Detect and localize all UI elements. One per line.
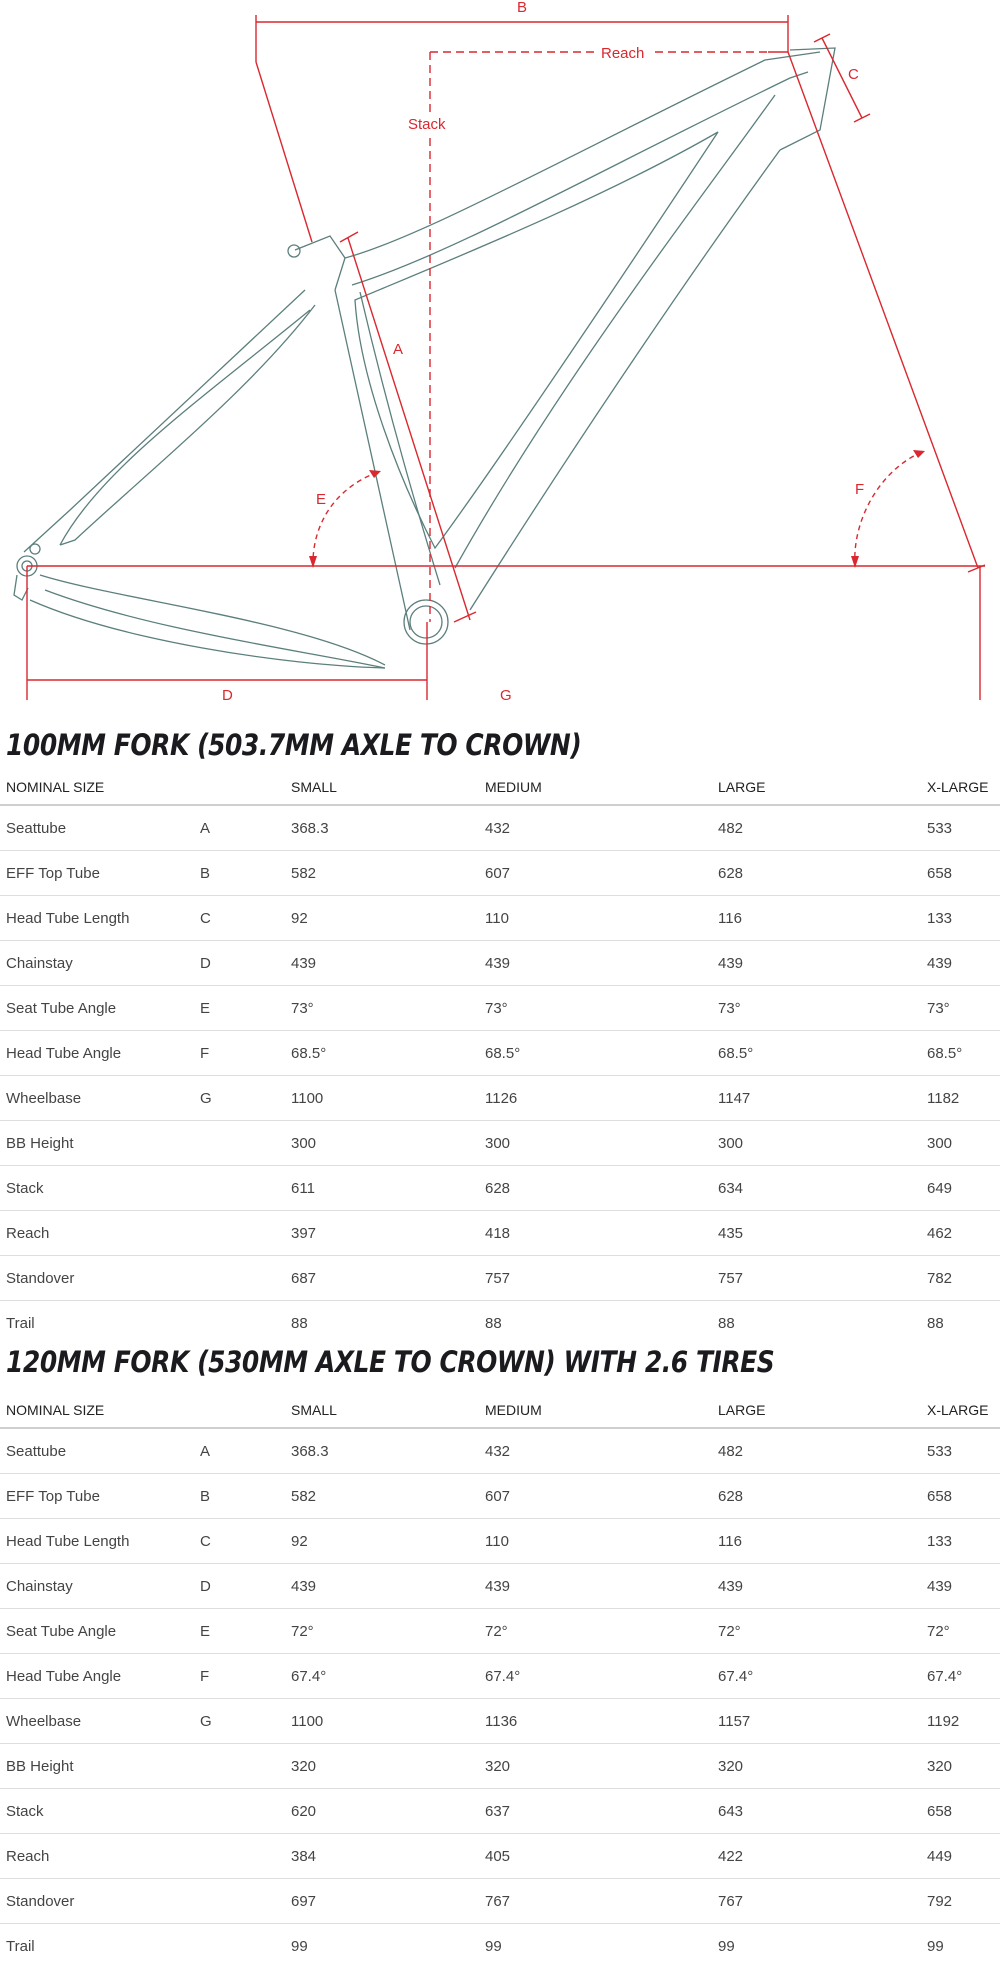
table-row: [0, 1924, 1000, 1968]
cell-large: 88: [712, 1301, 921, 1346]
cell-name: Stack: [0, 1789, 194, 1834]
cell-medium: 439: [479, 941, 712, 986]
cell-x-large: 533: [921, 1428, 1000, 1474]
table-row: [0, 941, 1000, 986]
dim-tick-c-top: [814, 34, 830, 42]
cell-medium: 767: [479, 1879, 712, 1924]
cell-name: Standover: [0, 1879, 194, 1924]
cell-code: G: [194, 1699, 285, 1744]
cell-code: F: [194, 1031, 285, 1076]
derailleur-hanger: [14, 575, 28, 600]
cell-medium: 300: [479, 1121, 712, 1166]
cell-code: A: [194, 1428, 285, 1474]
cell-name: Stack: [0, 1166, 194, 1211]
cell-medium: 67.4°: [479, 1654, 712, 1699]
cell-small: 92: [285, 896, 479, 941]
cell-large: 1157: [712, 1699, 921, 1744]
cell-medium: 607: [479, 851, 712, 896]
cell-large: 435: [712, 1211, 921, 1256]
cell-x-large: 300: [921, 1121, 1000, 1166]
cell-small: 99: [285, 1924, 479, 1968]
table-row: [0, 1428, 1000, 1474]
cell-small: 1100: [285, 1699, 479, 1744]
cell-x-large: 658: [921, 851, 1000, 896]
cell-large: 1147: [712, 1076, 921, 1121]
table-row: [0, 1879, 1000, 1924]
cell-code: C: [194, 1519, 285, 1564]
dim-arc-e: [313, 472, 378, 566]
cell-medium: 73°: [479, 986, 712, 1031]
cell-small: 611: [285, 1166, 479, 1211]
cell-code: E: [194, 986, 285, 1031]
cell-name: Standover: [0, 1256, 194, 1301]
table-row: [0, 1789, 1000, 1834]
cell-x-large: 133: [921, 1519, 1000, 1564]
label-g: G: [500, 687, 512, 704]
cell-large: 439: [712, 1564, 921, 1609]
header-nominal-size: NOMINAL SIZE: [0, 769, 194, 805]
cell-code: [194, 1121, 285, 1166]
cell-x-large: 782: [921, 1256, 1000, 1301]
dropout-bolt: [30, 544, 40, 554]
cell-x-large: 449: [921, 1834, 1000, 1879]
dimension-lines: [27, 15, 985, 700]
table-row: [0, 1256, 1000, 1301]
dim-tick-a-bottom: [454, 612, 476, 622]
table-body: [0, 805, 1000, 1345]
cell-x-large: 658: [921, 1474, 1000, 1519]
cell-x-large: 533: [921, 805, 1000, 851]
cell-small: 368.3: [285, 805, 479, 851]
cell-code: A: [194, 805, 285, 851]
cell-x-large: 72°: [921, 1609, 1000, 1654]
cell-large: 99: [712, 1924, 921, 1968]
header-code: [194, 1392, 285, 1428]
label-e: E: [316, 491, 326, 508]
dim-line-head-axis: [788, 52, 978, 568]
section-title-100mm: 100MM FORK (503.7MM AXLE TO CROWN): [6, 728, 581, 762]
cell-code: E: [194, 1609, 285, 1654]
table-row: [0, 1166, 1000, 1211]
cell-medium: 418: [479, 1211, 712, 1256]
cell-large: 320: [712, 1744, 921, 1789]
cell-x-large: 133: [921, 896, 1000, 941]
cell-code: F: [194, 1654, 285, 1699]
cell-medium: 68.5°: [479, 1031, 712, 1076]
cell-medium: 110: [479, 896, 712, 941]
cell-medium: 405: [479, 1834, 712, 1879]
cell-code: [194, 1211, 285, 1256]
table-row: [0, 1031, 1000, 1076]
cell-name: Wheelbase: [0, 1699, 194, 1744]
cell-name: Head Tube Angle: [0, 1031, 194, 1076]
table-row: [0, 1519, 1000, 1564]
cell-name: Head Tube Angle: [0, 1654, 194, 1699]
cell-name: Seattube: [0, 805, 194, 851]
cell-medium: 757: [479, 1256, 712, 1301]
table-body: [0, 1428, 1000, 1968]
label-d: D: [222, 687, 233, 704]
table-header-row: [0, 1392, 1000, 1428]
frame-geometry-svg: [0, 0, 1000, 720]
table-row: [0, 1474, 1000, 1519]
cell-x-large: 439: [921, 1564, 1000, 1609]
cell-large: 300: [712, 1121, 921, 1166]
label-a: A: [393, 341, 403, 358]
seat-stay-upper: [24, 290, 305, 552]
cell-x-large: 320: [921, 1744, 1000, 1789]
cell-medium: 88: [479, 1301, 712, 1346]
cell-large: 482: [712, 1428, 921, 1474]
table-row: [0, 896, 1000, 941]
cell-small: 73°: [285, 986, 479, 1031]
cell-name: Head Tube Length: [0, 896, 194, 941]
seat-clamp-bolt: [288, 245, 300, 257]
cell-small: 67.4°: [285, 1654, 479, 1699]
table-row: [0, 1076, 1000, 1121]
header-large: LARGE: [712, 769, 921, 805]
table-row: [0, 1301, 1000, 1346]
header-x-large: X-LARGE: [921, 769, 1000, 805]
cell-large: 72°: [712, 1609, 921, 1654]
seat-stay-lower: [60, 310, 310, 545]
header-nominal-size: NOMINAL SIZE: [0, 1392, 194, 1428]
cell-code: [194, 1834, 285, 1879]
chainstay-upper: [40, 575, 385, 665]
geometry-diagram: [0, 0, 1000, 720]
cell-name: Chainstay: [0, 941, 194, 986]
label-f: F: [855, 481, 864, 498]
top-tube-upper: [345, 52, 820, 258]
front-triangle-inner: [355, 132, 718, 548]
table-row: [0, 1699, 1000, 1744]
cell-x-large: 88: [921, 1301, 1000, 1346]
table-row: [0, 1609, 1000, 1654]
header-large: LARGE: [712, 1392, 921, 1428]
cell-small: 620: [285, 1789, 479, 1834]
geometry-table-120mm: [0, 1392, 1000, 1968]
table-row: [0, 1211, 1000, 1256]
header-small: SMALL: [285, 769, 479, 805]
cell-large: 422: [712, 1834, 921, 1879]
cell-name: EFF Top Tube: [0, 851, 194, 896]
label-reach: Reach: [601, 45, 644, 62]
cell-small: 582: [285, 851, 479, 896]
cell-large: 116: [712, 1519, 921, 1564]
cell-medium: 110: [479, 1519, 712, 1564]
cell-x-large: 658: [921, 1789, 1000, 1834]
cell-code: C: [194, 896, 285, 941]
table-row: [0, 851, 1000, 896]
cell-medium: 439: [479, 1564, 712, 1609]
cell-large: 767: [712, 1879, 921, 1924]
cell-large: 757: [712, 1256, 921, 1301]
cell-large: 67.4°: [712, 1654, 921, 1699]
cell-name: Wheelbase: [0, 1076, 194, 1121]
cell-name: Seat Tube Angle: [0, 1609, 194, 1654]
cell-small: 397: [285, 1211, 479, 1256]
cell-code: [194, 1744, 285, 1789]
seat-tube-rear: [360, 292, 440, 585]
table-row: [0, 986, 1000, 1031]
cell-x-large: 792: [921, 1879, 1000, 1924]
cell-code: D: [194, 941, 285, 986]
cell-code: [194, 1924, 285, 1968]
header-small: SMALL: [285, 1392, 479, 1428]
cell-small: 439: [285, 941, 479, 986]
table-header-row: [0, 769, 1000, 805]
cell-name: Reach: [0, 1211, 194, 1256]
label-b: B: [517, 0, 527, 16]
cell-large: 68.5°: [712, 1031, 921, 1076]
table-row: [0, 1121, 1000, 1166]
cell-medium: 72°: [479, 1609, 712, 1654]
arrow-e-top: [369, 470, 381, 478]
cell-code: [194, 1256, 285, 1301]
seat-stay-inner: [60, 305, 315, 545]
label-stack: Stack: [408, 116, 446, 133]
chainstay-mid: [45, 590, 385, 668]
cell-medium: 432: [479, 1428, 712, 1474]
cell-medium: 432: [479, 805, 712, 851]
cell-x-large: 73°: [921, 986, 1000, 1031]
cell-medium: 1136: [479, 1699, 712, 1744]
header-medium: MEDIUM: [479, 769, 712, 805]
cell-large: 439: [712, 941, 921, 986]
cell-x-large: 439: [921, 941, 1000, 986]
cell-large: 116: [712, 896, 921, 941]
cell-medium: 99: [479, 1924, 712, 1968]
cell-small: 92: [285, 1519, 479, 1564]
cell-medium: 637: [479, 1789, 712, 1834]
cell-small: 687: [285, 1256, 479, 1301]
cell-x-large: 649: [921, 1166, 1000, 1211]
cell-small: 384: [285, 1834, 479, 1879]
table-row: [0, 1564, 1000, 1609]
cell-medium: 607: [479, 1474, 712, 1519]
label-c: C: [848, 66, 859, 83]
section-title-120mm: 120MM FORK (530MM AXLE TO CROWN) WITH 2.6 TIRES: [6, 1345, 774, 1379]
table-row: [0, 1744, 1000, 1789]
header-medium: MEDIUM: [479, 1392, 712, 1428]
cell-small: 697: [285, 1879, 479, 1924]
cell-x-large: 99: [921, 1924, 1000, 1968]
cell-x-large: 1182: [921, 1076, 1000, 1121]
cell-x-large: 68.5°: [921, 1031, 1000, 1076]
cell-small: 1100: [285, 1076, 479, 1121]
cell-large: 634: [712, 1166, 921, 1211]
cell-x-large: 462: [921, 1211, 1000, 1256]
cell-name: Trail: [0, 1924, 194, 1968]
cell-name: Reach: [0, 1834, 194, 1879]
cell-name: Chainstay: [0, 1564, 194, 1609]
dim-tick-c-bottom: [854, 114, 870, 122]
cell-name: Seattube: [0, 1428, 194, 1474]
cell-code: D: [194, 1564, 285, 1609]
dim-line-seat-extension: [256, 62, 312, 242]
cell-small: 88: [285, 1301, 479, 1346]
arrow-f-top: [913, 450, 925, 458]
dim-arc-f: [855, 452, 922, 566]
cell-large: 73°: [712, 986, 921, 1031]
cell-medium: 628: [479, 1166, 712, 1211]
bottom-bracket-inner: [410, 606, 442, 638]
cell-code: [194, 1879, 285, 1924]
head-tube: [780, 48, 835, 150]
cell-code: [194, 1166, 285, 1211]
cell-large: 482: [712, 805, 921, 851]
cell-small: 320: [285, 1744, 479, 1789]
cell-small: 439: [285, 1564, 479, 1609]
cell-x-large: 67.4°: [921, 1654, 1000, 1699]
table-row: [0, 805, 1000, 851]
cell-large: 643: [712, 1789, 921, 1834]
cell-name: Seat Tube Angle: [0, 986, 194, 1031]
cell-code: B: [194, 1474, 285, 1519]
cell-medium: 1126: [479, 1076, 712, 1121]
header-code: [194, 769, 285, 805]
cell-code: B: [194, 851, 285, 896]
cell-name: Trail: [0, 1301, 194, 1346]
header-x-large: X-LARGE: [921, 1392, 1000, 1428]
cell-x-large: 1192: [921, 1699, 1000, 1744]
bike-frame: [14, 48, 835, 668]
seat-cluster: [295, 236, 345, 290]
geometry-table-100mm: [0, 769, 1000, 1345]
top-tube-lower: [352, 72, 808, 285]
cell-code: G: [194, 1076, 285, 1121]
cell-small: 368.3: [285, 1428, 479, 1474]
cell-name: EFF Top Tube: [0, 1474, 194, 1519]
cell-small: 582: [285, 1474, 479, 1519]
cell-name: Head Tube Length: [0, 1519, 194, 1564]
cell-small: 300: [285, 1121, 479, 1166]
cell-code: [194, 1789, 285, 1834]
cell-small: 72°: [285, 1609, 479, 1654]
cell-name: BB Height: [0, 1744, 194, 1789]
table-row: [0, 1654, 1000, 1699]
cell-medium: 320: [479, 1744, 712, 1789]
cell-large: 628: [712, 1474, 921, 1519]
down-tube-lower: [470, 150, 780, 610]
cell-large: 628: [712, 851, 921, 896]
table-row: [0, 1834, 1000, 1879]
cell-code: [194, 1301, 285, 1346]
cell-name: BB Height: [0, 1121, 194, 1166]
cell-small: 68.5°: [285, 1031, 479, 1076]
dimension-arrows: [309, 450, 925, 568]
